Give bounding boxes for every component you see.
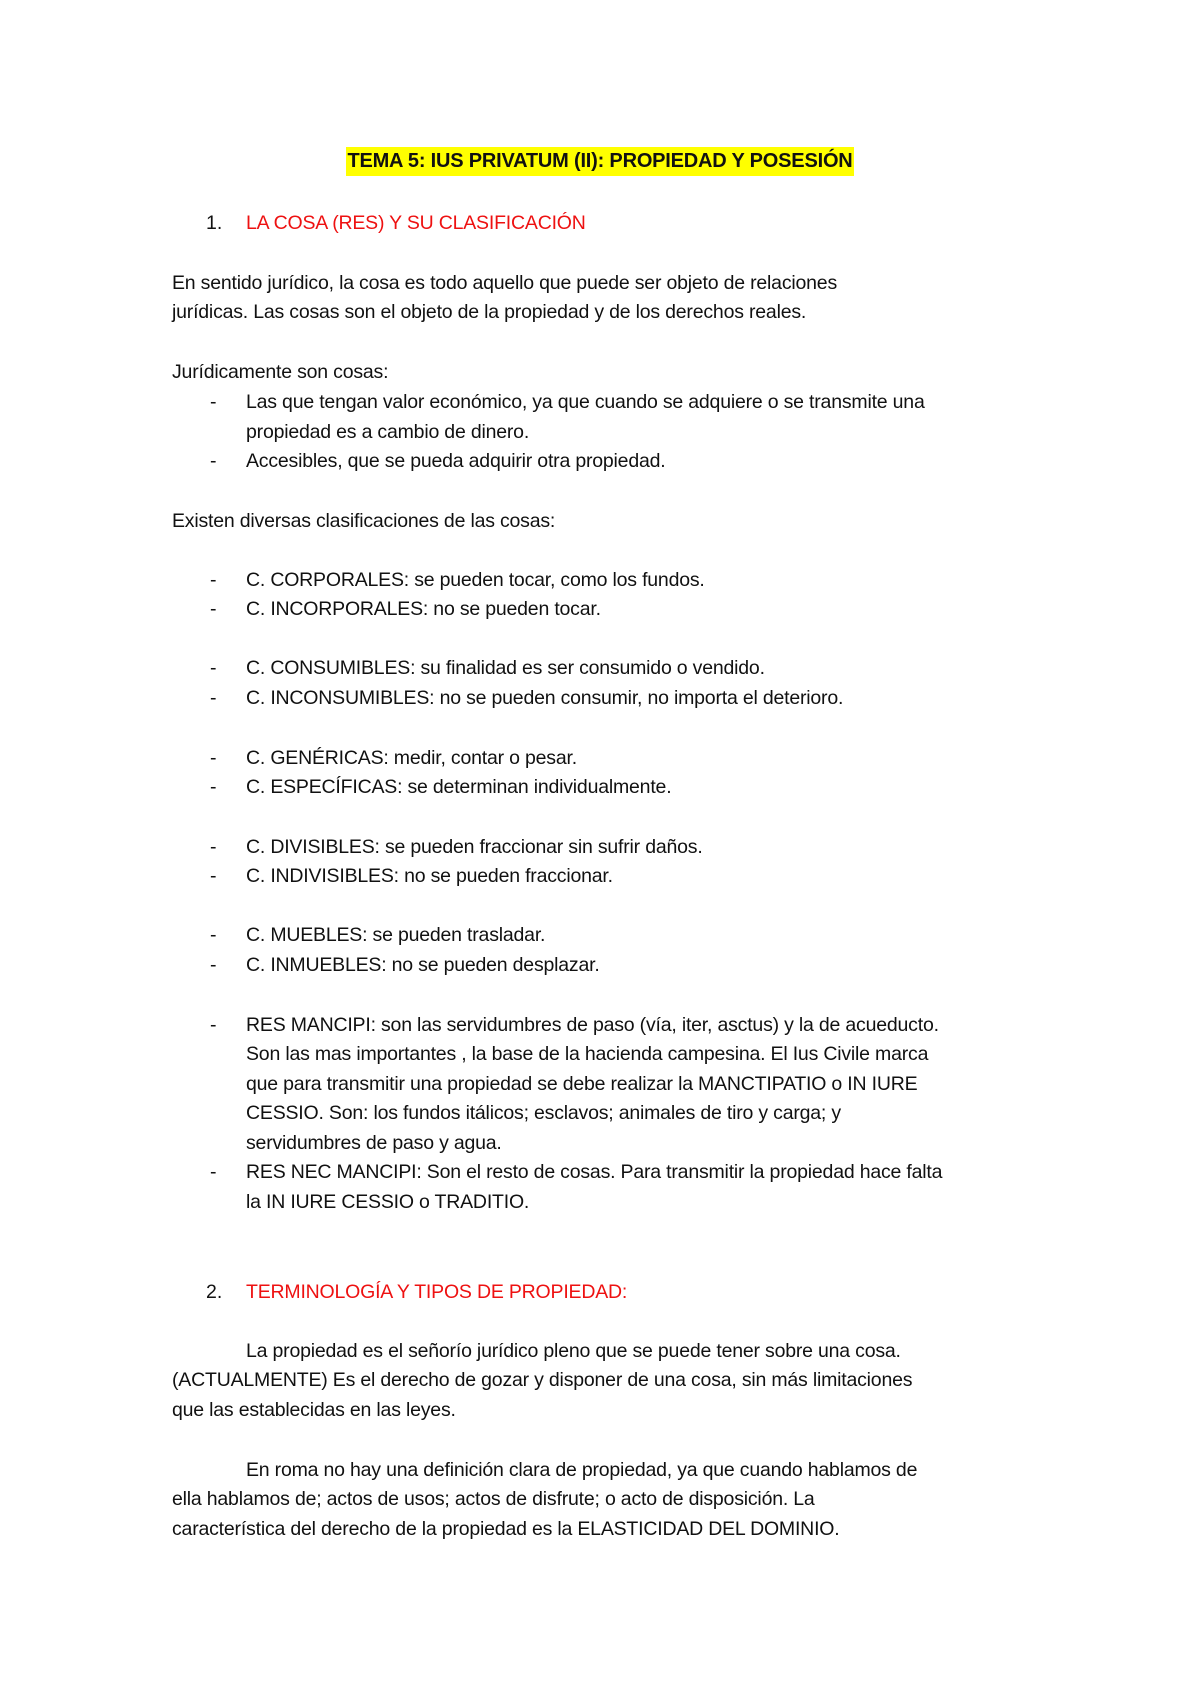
res-mancipi-line-1: RES MANCIPI: son las servidumbres de paso (vía, iter, asctus) y la de acueducto. bbox=[246, 1014, 939, 1036]
res-mancipi-line-4: CESSIO. Son: los fundos itálicos; esclavos; animales de tiro y carga; y bbox=[246, 1102, 841, 1124]
bullet-dash: - bbox=[210, 657, 217, 679]
section-1-heading: LA COSA (RES) Y SU CLASIFICACIÓN bbox=[246, 212, 586, 234]
bullet-dash: - bbox=[210, 865, 217, 887]
classif-item-inmuebles: C. INMUEBLES: no se pueden desplazar. bbox=[246, 954, 600, 976]
section-2-number: 2. bbox=[206, 1281, 223, 1303]
classif-item-consumibles: C. CONSUMIBLES: su finalidad es ser consumido o vendido. bbox=[246, 657, 765, 679]
juridic-item-2: Accesibles, que se pueda adquirir otra propiedad. bbox=[246, 450, 666, 472]
classif-item-indivisibles: C. INDIVISIBLES: no se pueden fraccionar. bbox=[246, 865, 613, 887]
res-mancipi-line-5: servidumbres de paso y agua. bbox=[246, 1132, 502, 1154]
classif-item-especificas: C. ESPECÍFICAS: se determinan individualmente. bbox=[246, 776, 672, 798]
paragraph-3-line-1: En roma no hay una definición clara de propiedad, ya que cuando hablamos de bbox=[246, 1459, 918, 1481]
bullet-dash: - bbox=[210, 954, 217, 976]
paragraph-3-line-3: característica del derecho de la propiedad es la ELASTICIDAD DEL DOMINIO. bbox=[172, 1518, 840, 1540]
juridic-item-1-line-1: Las que tengan valor económico, ya que cuando se adquiere o se transmite una bbox=[246, 391, 925, 413]
bullet-dash: - bbox=[210, 924, 217, 946]
paragraph-2-line-2: (ACTUALMENTE) Es el derecho de gozar y disponer de una cosa, sin más limitaciones bbox=[172, 1369, 913, 1391]
title-row bbox=[0, 147, 1200, 176]
bullet-dash: - bbox=[210, 391, 217, 413]
classif-item-incorporales: C. INCORPORALES: no se pueden tocar. bbox=[246, 598, 601, 620]
paragraph-1-line-1: En sentido jurídico, la cosa es todo aquello que puede ser objeto de relaciones bbox=[172, 272, 837, 294]
bullet-dash: - bbox=[210, 569, 217, 591]
section-2-heading: TERMINOLOGÍA Y TIPOS DE PROPIEDAD: bbox=[246, 1281, 628, 1303]
page-title: TEMA 5: IUS PRIVATUM (II): PROPIEDAD Y POSESIÓN bbox=[346, 147, 853, 176]
classif-item-corporales: C. CORPORALES: se pueden tocar, como los fundos. bbox=[246, 569, 705, 591]
paragraph-2-line-3: que las establecidas en las leyes. bbox=[172, 1399, 456, 1421]
res-mancipi-line-3: que para transmitir una propiedad se debe realizar la MANCTIPATIO o IN IURE bbox=[246, 1073, 918, 1095]
classif-item-genericas: C. GENÉRICAS: medir, contar o pesar. bbox=[246, 747, 577, 769]
classif-item-muebles: C. MUEBLES: se pueden trasladar. bbox=[246, 924, 546, 946]
classif-intro: Existen diversas clasificaciones de las cosas: bbox=[172, 510, 556, 532]
paragraph-3-line-2: ella hablamos de; actos de usos; actos de disfrute; o acto de disposición. La bbox=[172, 1488, 815, 1510]
classif-item-divisibles: C. DIVISIBLES: se pueden fraccionar sin sufrir daños. bbox=[246, 836, 703, 858]
paragraph-1-line-2: jurídicas. Las cosas son el objeto de la propiedad y de los derechos reales. bbox=[172, 301, 807, 323]
bullet-dash: - bbox=[210, 776, 217, 798]
res-mancipi-line-2: Son las mas importantes , la base de la hacienda campesina. El Ius Civile marca bbox=[246, 1043, 929, 1065]
bullet-dash: - bbox=[210, 687, 217, 709]
bullet-dash: - bbox=[210, 450, 217, 472]
res-nec-mancipi-line-1: RES NEC MANCIPI: Son el resto de cosas. Para transmitir la propiedad hace falta bbox=[246, 1161, 943, 1183]
section-1-number: 1. bbox=[206, 212, 223, 234]
res-nec-mancipi-line-2: la IN IURE CESSIO o TRADITIO. bbox=[246, 1191, 530, 1213]
juridic-intro: Jurídicamente son cosas: bbox=[172, 361, 389, 383]
bullet-dash: - bbox=[210, 836, 217, 858]
paragraph-2-line-1: La propiedad es el señorío jurídico pleno que se puede tener sobre una cosa. bbox=[246, 1340, 901, 1362]
bullet-dash: - bbox=[210, 747, 217, 769]
classif-item-inconsumibles: C. INCONSUMIBLES: no se pueden consumir, no importa el deterioro. bbox=[246, 687, 844, 709]
bullet-dash: - bbox=[210, 1014, 217, 1036]
bullet-dash: - bbox=[210, 1161, 217, 1183]
bullet-dash: - bbox=[210, 598, 217, 620]
juridic-item-1-line-2: propiedad es a cambio de dinero. bbox=[246, 421, 530, 443]
